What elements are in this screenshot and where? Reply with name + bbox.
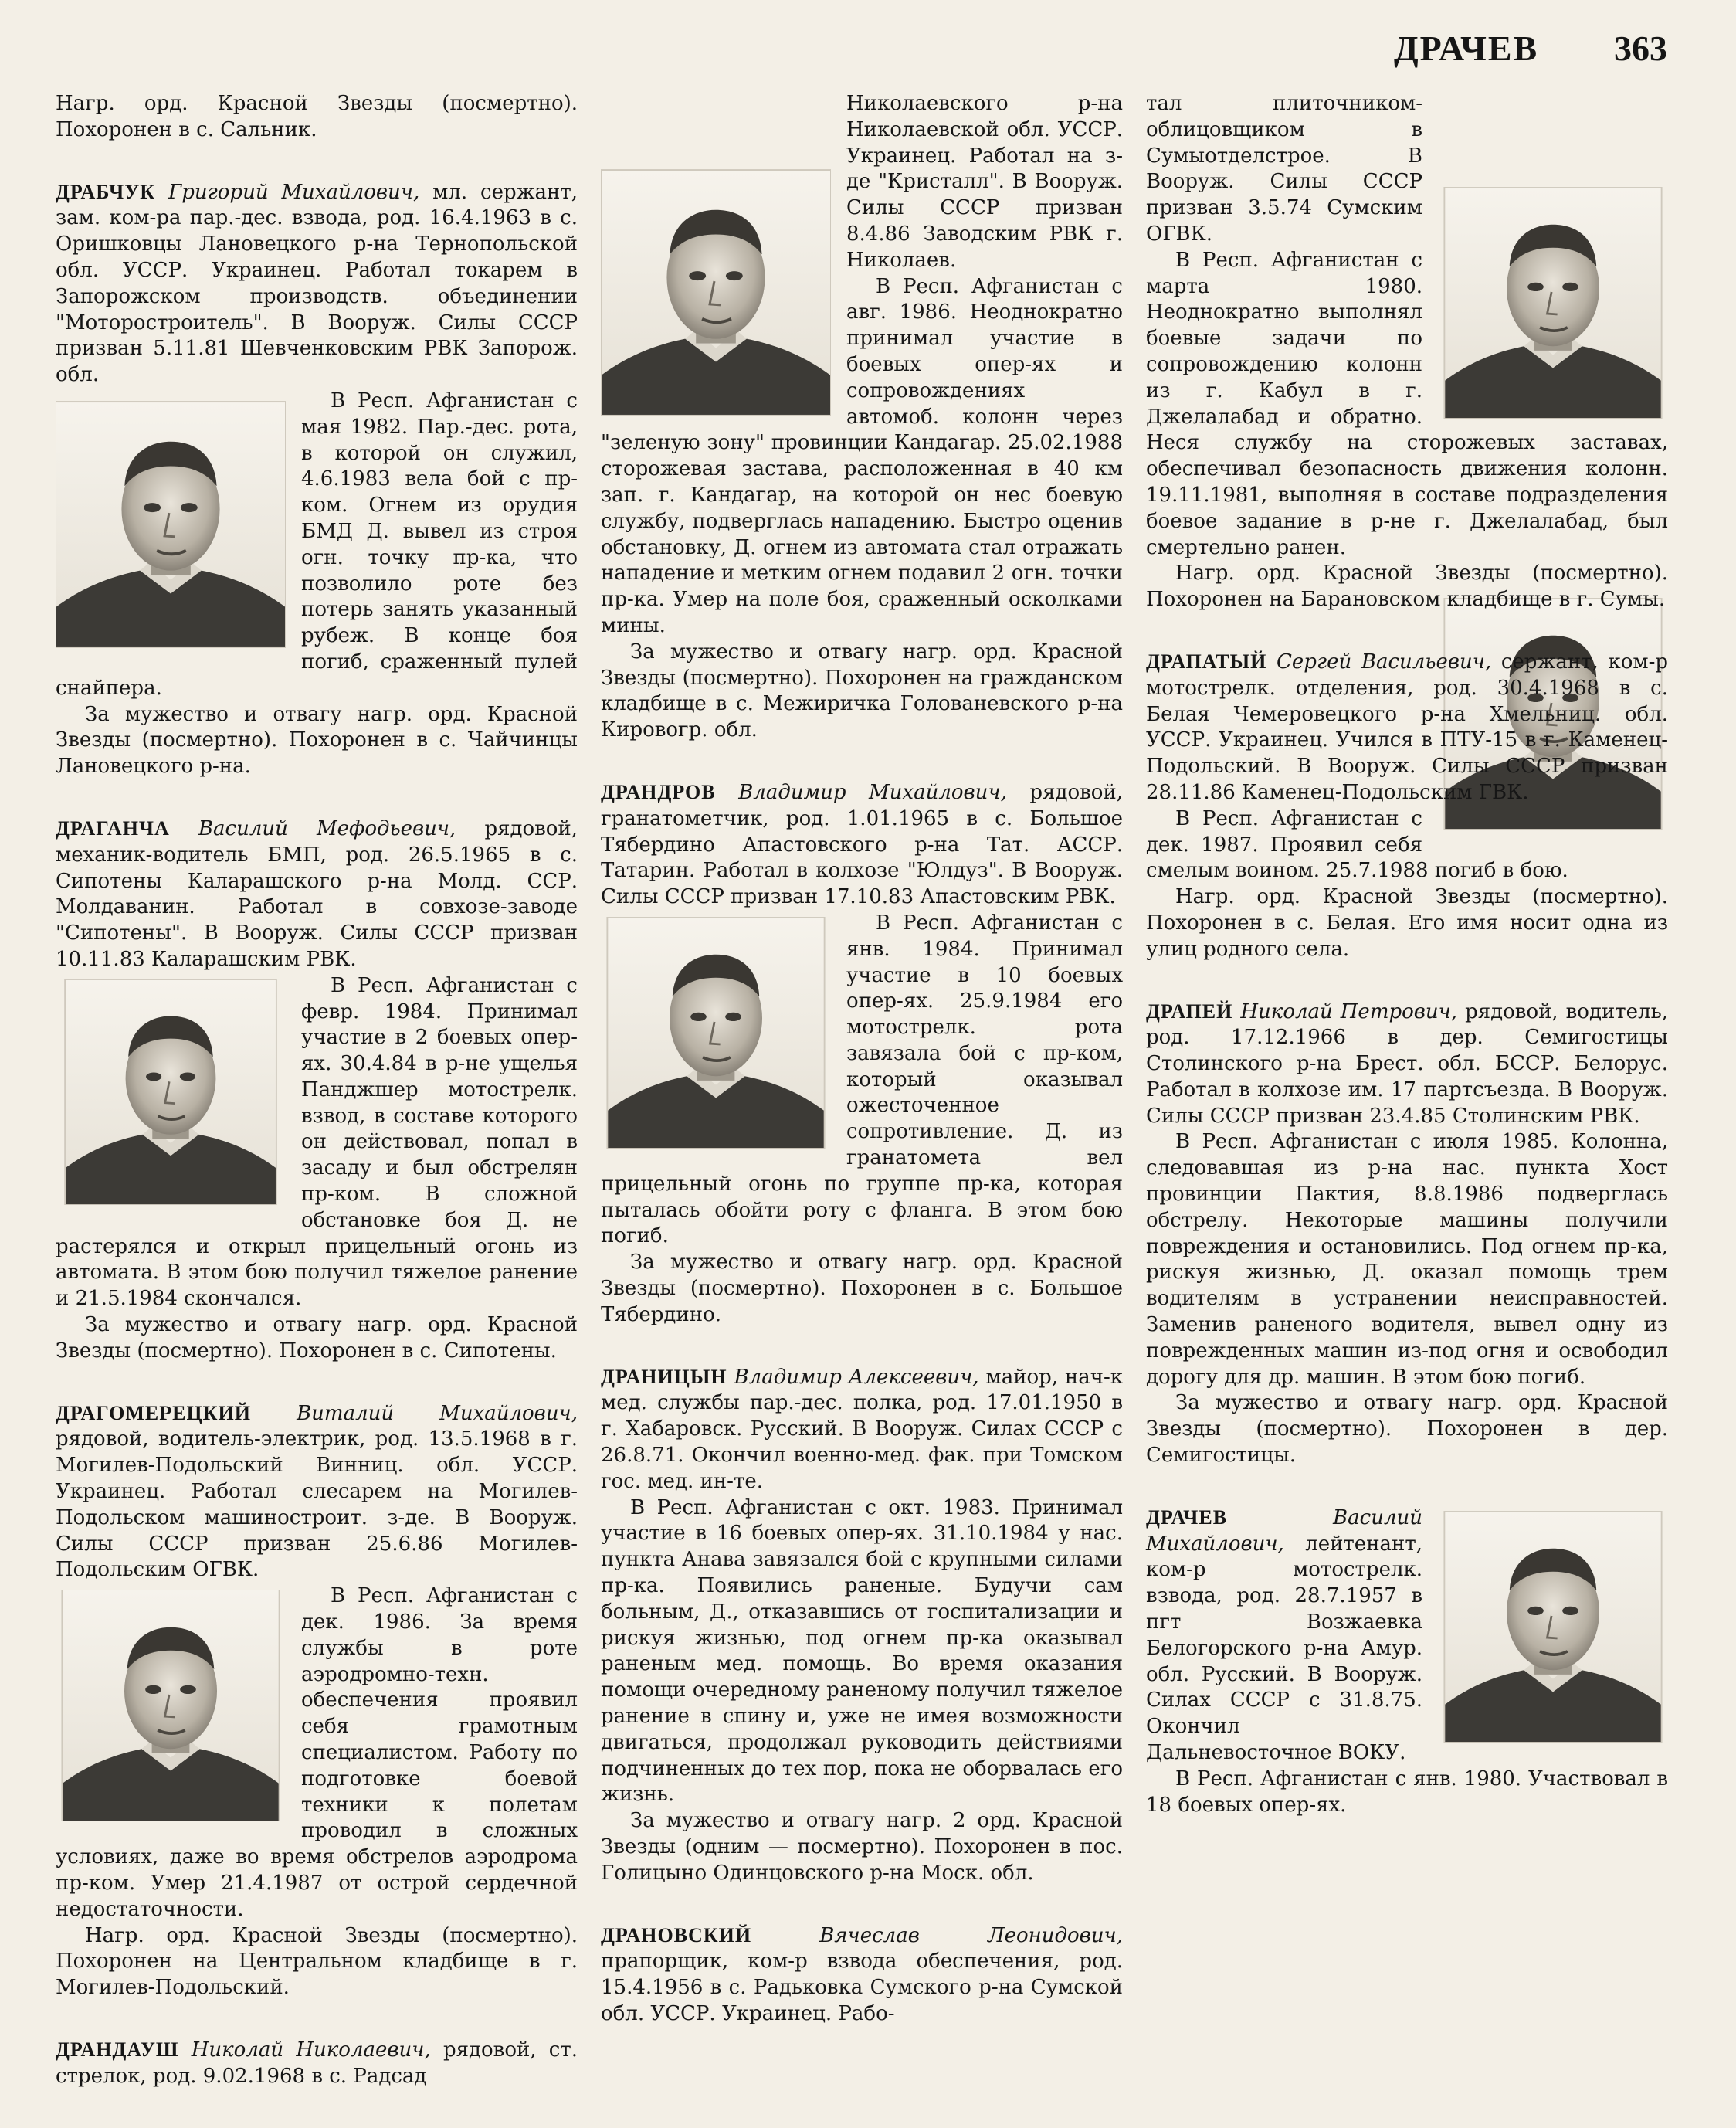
portrait-photo	[601, 917, 831, 1149]
entry-paragraph: В Респ. Афганистан с янв. 1980. Участвовал в 18 боевых опер-ях.	[1146, 1767, 1668, 1817]
entry-surname: ДРАБЧУК	[56, 180, 156, 203]
continued-text: В Респ. Афганистан с авг. 1986. Неоднократно принимал участие в боевых опер-ях и сопровождениях автомоб. колонн через "зеленую зону" провинции Кандагар. 25.02.1988 сторожевая застава, расположенная в 40 км зап. г. Кандагар, на которой он нес боевую службу, подверглась нападению. Быстро оценив обстановку, Д. огнем из автомата стал отражать нападение и метким огнем подавил 2 огн. точки пр-ка. Умер на поле боя, сраженный осколками мины.	[601, 274, 1123, 637]
entry-intro: сержант, ком-р мотострелк. отделения, род. 30.4.1968 в с. Белая Чемеровецкого р-на Хмельниц. обл. УССР. Украинец. Учился в ПТУ-15 в г. Каменец-Подольский. В Вооруж. Силы СССР призван 28.11.86 Каменец-Подольским ГВК.	[1146, 650, 1669, 804]
entry-paragraph: В Респ. Афганистан с дек. 1987. Проявил себя смелым воином. 25.7.1988 погиб в бою.	[1146, 806, 1568, 883]
entry-surname: ДРАЧЕВ	[1146, 1505, 1228, 1529]
entry-heading	[601, 1364, 1123, 1495]
entry-drabchuk	[56, 179, 578, 780]
entry-paragraph: В Респ. Афганистан с июля 1985. Колонна, следовавшая из р-на нас. пункта Хост провинции Пактия, 8.8.1986 подверглась обстрелу. Некоторые машины получили повреждения и остановились. Под огнем пр-ка, рискуя жизнью, Д. оказал помощь трем водителям в устранении неисправностей. Заменив раненого водителя, вывел одну из поврежденных машин из-под огня и освободил дорогу для др. машин. В этом бою погиб.	[1146, 1130, 1668, 1389]
entry-heading	[56, 2037, 578, 2090]
portrait-photo	[601, 165, 831, 420]
entry-paragraph: В Респ. Афганистан с дек. 1986. За время службы в роте аэродромно-техн. обеспечения проявил себя грамотным специалистом. Работу по подготовке боевой техники к полетам проводил в сложных условиях, даже во время обстрелов аэродрома пр-ком. Умер 21.4.1987 от острой сердечной недостаточности.	[56, 1584, 578, 1921]
entry-surname: ДРАГАНЧА	[56, 816, 170, 840]
entry-paragraph: В Респ. Афганистан с окт. 1983. Принимал участие в 16 боевых опер-ях. 31.10.1984 у нас. пункта Анава завязался бой с крупными силами пр-ка. Появились раненые. Будучи сам больным, Д., отказавшись от госпитализации и рискуя жизнью, под огнем пр-ка оказывал раненым мед. помощь. Во время оказания помощи очередному раненому получил тяжелое ранение в спину и, уже не имея возможности двигаться, продолжал руководить действиями подчиненных до тех пор, пока не оборвалась его жизнь.	[601, 1495, 1123, 1807]
entry-surname: ДРАНДРОВ	[601, 780, 716, 803]
portrait-dranovsky	[1438, 187, 1668, 419]
portrait-drandaush	[601, 165, 831, 420]
running-head-word: ДРАЧЕВ	[1394, 29, 1539, 68]
entry-surname: ДРАГОМЕРЕЦКИЙ	[56, 1401, 251, 1424]
entry-paragraph: За мужество и отвагу нагр. орд. Красной Звезды (посмертно). Похоронен в дер. Семигостицы.	[1146, 1391, 1668, 1468]
entry-paragraph: Нагр. орд. Красной Звезды (посмертно). Похоронен на Центральном кладбище в г. Могилев-Подольский.	[56, 1923, 578, 2000]
entry-given-name: Виталий Михайлович,	[297, 1401, 578, 1425]
entry-heading	[56, 1400, 578, 1584]
continued-text: тал плиточником-облицовщиком в Сумыотделстрое. В Вооруж. Силы СССР призван 3.5.74 Сумским ОГВК.	[1146, 92, 1422, 246]
entry-intro: лейтенант, ком-р мотострелк. взвода, род. 28.7.1957 в пгт Возжаевка Белогорского р-на Амур. обл. Русский. В Вооруж. Силах СССР с 31.8.75. Окончил Дальневосточное ВОКУ.	[1146, 1532, 1422, 1765]
entry-heading	[601, 1923, 1123, 2028]
entry-given-name: Николай Петрович,	[1240, 1000, 1458, 1023]
portrait-photo	[56, 1590, 286, 1821]
continued-text: Нагр. орд. Красной Звезды (посмертно). Похоронен в с. Сальник.	[56, 92, 578, 141]
portrait-photo	[56, 979, 286, 1205]
portrait-photo	[1438, 187, 1668, 419]
entry-paragraph: За мужество и отвагу нагр. 2 орд. Красной Звезды (одним — посмертно). Похоронен в пос. Голицыно Одинцовского р-на Моск. обл.	[601, 1809, 1123, 1885]
entry-paragraph: За мужество и отвагу нагр. орд. Красной Звезды (посмертно). Похоронен в с. Сипотены.	[56, 1313, 578, 1363]
entry-drandaush	[56, 2037, 578, 2090]
entry-given-name: Василий Михайлович,	[1146, 1505, 1422, 1556]
entry-heading	[56, 179, 578, 389]
entry-surname: ДРАНИЦЫН	[601, 1365, 727, 1388]
entry-given-name: Григорий Михайлович,	[168, 180, 420, 204]
entry-given-name: Василий Мефодьевич,	[198, 816, 456, 840]
entry-dranitsyn	[601, 1364, 1123, 1887]
entry-drapaty	[1146, 649, 1668, 963]
column-3	[1146, 91, 1668, 1818]
entry-given-name: Владимир Михайлович,	[738, 780, 1007, 804]
portrait-drabchuk	[56, 395, 286, 654]
entry-surname: ДРАПАТЫЙ	[1146, 650, 1267, 673]
entry-paragraph: Нагр. орд. Красной Звезды (посмертно). Похоронен в с. Белая. Его имя носит одна из улиц родного села.	[1146, 885, 1668, 961]
entry-intro: рядовой, водитель-электрик, род. 13.5.1968 в г. Могилев-Подольский Винниц. обл. УССР. Украинец. Работал слесарем на Могилев-Подольском машиностроит. з-де. В Вооруж. Силы СССР призван 25.6.86 Могилев-Подольским ОГВК.	[56, 1427, 578, 1582]
entry-intro: рядовой, гранатометчик, род. 1.01.1965 в с. Большое Тябердино Апастовского р-на Тат. АССР. Татарин. Работал в колхозе "Юлдуз". В Вооруж. Силы СССР призван 17.10.83 Апастовским РВК.	[601, 780, 1124, 909]
entry-dranovsky	[601, 1923, 1123, 2028]
entry-paragraph: За мужество и отвагу нагр. орд. Красной Звезды (посмертно). Похоронен в с. Большое Тябердино.	[601, 1251, 1123, 1326]
portrait-photo	[1438, 1511, 1668, 1743]
entry-paragraph: За мужество и отвагу нагр. орд. Красной Звезды (посмертно). Похоронен в с. Чайчинцы Лановецкого р-на.	[56, 702, 578, 779]
entry-surname: ДРАПЕЙ	[1146, 1000, 1233, 1023]
entry-heading	[1146, 999, 1668, 1130]
entry-paragraph: В Респ. Афганистан с янв. 1984. Принимал участие в 10 боевых опер-ях. 25.9.1984 его мотострелк. рота завязала бой с пр-ком, который оказывал ожесточенное сопротивление. Д. из гранатомета вел прицельный огонь по группе пр-ка, которая пыталась обойти роту с фланга. В этом бою погиб.	[601, 911, 1123, 1248]
entry-heading	[601, 779, 1123, 911]
entry-drandrov	[601, 779, 1123, 1329]
entry-surname: ДРАНДАУШ	[56, 2038, 179, 2061]
entry-intro: майор, нач-к мед. службы пар.-дес. полка, род. 17.01.1950 в г. Хабаровск. Русский. В Вооруж. Силах СССР с 26.8.71. Окончил военно-мед. фак. при Томском гос. мед. ин-те.	[601, 1365, 1124, 1493]
portrait-drachev	[1438, 1511, 1668, 1743]
entry-given-name: Вячеслав Леонидович,	[819, 1923, 1123, 1947]
entry-paragraph: В Респ. Афганистан с февр. 1984. Принимал участие в 2 боевых опер-ях. 30.4.84 в р-не ущелья Панджшер мотострелк. взвод, в составе которого он действовал, попал в засаду и был обстрелян пр-ком. В сложной обстановке боя Д. не растерялся и открыл прицельный огонь из автомата. В этом бою получил тяжелое ранение и 21.5.1984 скончался.	[56, 973, 578, 1311]
entry-dragomeretsky	[56, 1400, 578, 2001]
portrait-photo	[56, 395, 286, 654]
entry-intro: рядовой, механик-водитель БМП, род. 26.5.1965 в с. Сипотены Каларашского р-на Молд. ССР. Молдаванин. Работал в совхозе-заводе "Сипотены". В Вооруж. Силы СССР призван 10.11.83 Каларашским РВК.	[56, 816, 578, 971]
continued-text: Нагр. орд. Красной Звезды (посмертно). Похоронен на Барановском кладбище в г. Сумы.	[1146, 562, 1668, 612]
entry-given-name: Сергей Васильевич,	[1277, 650, 1492, 674]
entry-given-name: Владимир Алексеевич,	[734, 1365, 979, 1389]
entry-intro: рядовой, ст. стрелок, род. 9.02.1968 в с. Радсад	[56, 2038, 578, 2088]
entry-draganchа	[56, 816, 578, 1365]
page-number: 363	[1614, 29, 1667, 68]
continued-text: Николаевского р-на Николаевской обл. УССР. Украинец. Работал на з-де "Кристалл". В Вооруж. Силы СССР призван 8.4.86 Заводским РВК г. Николаев.	[846, 92, 1123, 272]
entry-surname: ДРАНОВСКИЙ	[601, 1923, 752, 1946]
continued-text: В Респ. Афганистан с марта 1980. Неоднократно выполнял боевые задачи по сопровождению колонн из г. Кабул в г. Джелалабад и обратно. Неся службу на сторожевых заставах, обеспечивал безопасность движения колонн. 19.11.1981, выполняя в составе подразделения боевое задание в р-не г. Джелалабад, был смертельно ранен.	[1146, 248, 1668, 559]
portrait-draganchа	[56, 979, 286, 1205]
entry-intro: мл. сержант, зам. ком-ра пар.-дес. взвода, род. 16.4.1963 в с. Оришковцы Лановецкого р-на Тернопольской обл. УССР. Украинец. Работал токарем в Запорожском производств. объединении "Моторостроитель". В Вооруж. Силы СССР призван 5.11.81 Шевченковским РВК Запорож. обл.	[56, 180, 578, 387]
column-1	[56, 91, 578, 2090]
entry-intro: прапорщик, ком-р взвода обеспечения, род. 15.4.1956 в с. Радьковка Сумского р-на Сумской обл. УССР. Украинец. Рабо-	[601, 1950, 1123, 2025]
entry-given-name: Николай Николаевич,	[191, 2038, 431, 2062]
entry-intro: рядовой, водитель, род. 17.12.1966 в дер. Семигостицы Столинского р-на Брест. обл. БССР. Белорус. Работал в колхозе им. 17 партсъезда. В Вооруж. Силы СССР призван 23.4.85 Столинским РВК.	[1146, 1000, 1669, 1128]
entry-drachev	[1146, 1505, 1668, 1819]
continued-text: За мужество и отвагу нагр. орд. Красной Звезды (посмертно). Похоронен на гражданском кладбище в с. Межиричка Голованевского р-на Кировогр. обл.	[601, 640, 1123, 742]
portrait-dragomeretsky	[56, 1590, 286, 1821]
entry-heading	[56, 816, 578, 973]
entry-drapey	[1146, 999, 1668, 1469]
entry-paragraph: В Респ. Афганистан с мая 1982. Пар.-дес. рота, в которой он служил, 4.6.1983 вела бой с пр-ком. Огнем из орудия БМД Д. вывел из строя огн. точку пр-ка, что позволило роте без потерь занять указанный рубеж. В конце боя погиб, сраженный пулей снайпера.	[56, 389, 578, 700]
column-2	[601, 91, 1123, 2028]
portrait-drandrov	[601, 917, 831, 1149]
